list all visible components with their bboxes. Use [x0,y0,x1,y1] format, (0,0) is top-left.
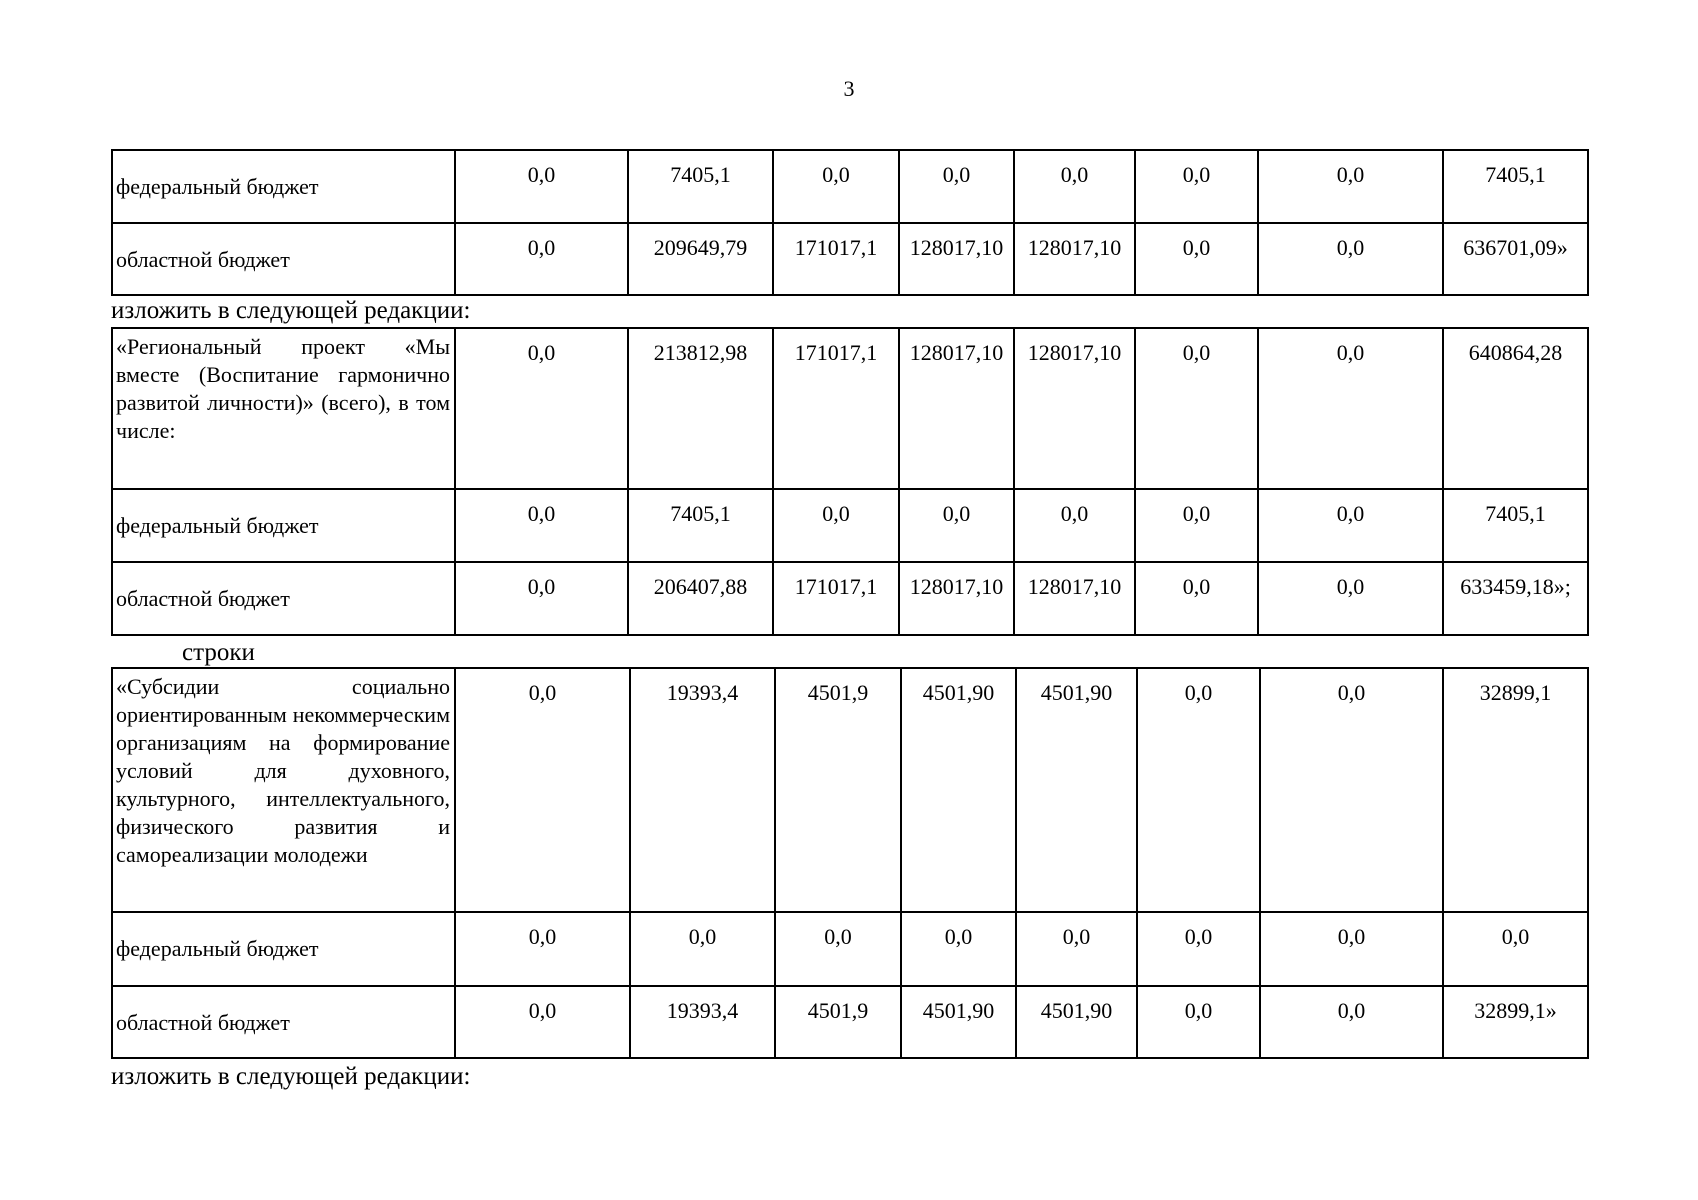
budget-table-old-regional [111,149,1589,296]
caption-new-edition-2: изложить в следующей редакции: [111,1063,471,1090]
cell-value: 0,0 [1260,986,1443,1058]
cell-value: 4501,90 [901,986,1016,1058]
budget-table-new-regional [111,327,1589,636]
row-label: «Региональный проект «Мы вместе (Воспитание гармонично развитой личности)» (всего), в том числе: [112,328,455,489]
cell-value: 32899,1» [1443,986,1588,1058]
cell-value: 0,0 [901,912,1016,986]
cell-value: 0,0 [1443,912,1588,986]
cell-value: 7405,1 [628,489,773,562]
cell-value: 206407,88 [628,562,773,635]
page-number: 3 [843,76,855,101]
table-row [112,489,1588,562]
cell-value: 0,0 [1258,328,1443,489]
cell-value: 0,0 [899,150,1014,223]
row-label: «Субсидии социально ориентированным некоммерческим организациям на формирование условий для духовного, культурного, интеллектуального, физического развития и самореализации молодежи [112,668,455,912]
cell-value: 213812,98 [628,328,773,489]
cell-value: 640864,28 [1443,328,1588,489]
cell-value: 0,0 [1137,986,1260,1058]
cell-value: 0,0 [455,986,630,1058]
table-row [112,223,1588,295]
cell-value: 0,0 [1258,562,1443,635]
cell-value: 171017,1 [773,328,899,489]
cell-value: 0,0 [1016,912,1137,986]
cell-value: 0,0 [1258,150,1443,223]
cell-value: 7405,1 [1443,489,1588,562]
cell-value: 0,0 [1014,150,1135,223]
cell-value: 0,0 [455,562,628,635]
row-label: областной бюджет [112,562,455,635]
cell-value: 0,0 [1137,912,1260,986]
table-row [112,986,1588,1058]
cell-value: 0,0 [773,150,899,223]
cell-value: 32899,1 [1443,668,1588,912]
cell-value: 128017,10 [899,328,1014,489]
cell-value: 0,0 [1258,489,1443,562]
cell-value: 128017,10 [1014,328,1135,489]
cell-value: 4501,90 [1016,668,1137,912]
caption-new-edition: изложить в следующей редакции: [111,297,471,324]
cell-value: 0,0 [773,489,899,562]
cell-value: 0,0 [1135,223,1258,295]
cell-value: 4501,90 [901,668,1016,912]
cell-value: 0,0 [1260,668,1443,912]
cell-value: 0,0 [1260,912,1443,986]
cell-value: 128017,10 [1014,223,1135,295]
cell-value: 4501,90 [1016,986,1137,1058]
table-row [112,150,1588,223]
cell-value: 0,0 [1258,223,1443,295]
cell-value: 0,0 [455,912,630,986]
table-row [112,328,1588,489]
table-row [112,562,1588,635]
cell-value: 0,0 [775,912,901,986]
cell-value: 19393,4 [630,986,775,1058]
cell-value: 0,0 [1137,668,1260,912]
cell-value: 0,0 [455,328,628,489]
cell-value: 171017,1 [773,223,899,295]
cell-value: 0,0 [1135,150,1258,223]
table-row [112,668,1588,912]
cell-value: 633459,18»; [1443,562,1588,635]
cell-value: 19393,4 [630,668,775,912]
cell-value: 0,0 [455,489,628,562]
cell-value: 4501,9 [775,668,901,912]
cell-value: 0,0 [455,668,630,912]
cell-value: 0,0 [1135,562,1258,635]
row-label: областной бюджет [112,986,455,1058]
cell-value: 209649,79 [628,223,773,295]
cell-value: 171017,1 [773,562,899,635]
cell-value: 0,0 [630,912,775,986]
cell-value: 128017,10 [899,562,1014,635]
cell-value: 4501,9 [775,986,901,1058]
table-row [112,912,1588,986]
cell-value: 0,0 [1014,489,1135,562]
cell-value: 0,0 [455,150,628,223]
cell-value: 0,0 [899,489,1014,562]
row-label: федеральный бюджет [112,489,455,562]
cell-value: 7405,1 [1443,150,1588,223]
cell-value: 636701,09» [1443,223,1588,295]
budget-table-old-subsidies [111,667,1589,1059]
row-label: федеральный бюджет [112,150,455,223]
cell-value: 0,0 [1135,489,1258,562]
cell-value: 0,0 [455,223,628,295]
cell-value: 128017,10 [1014,562,1135,635]
cell-value: 128017,10 [899,223,1014,295]
cell-value: 0,0 [1135,328,1258,489]
cell-value: 7405,1 [628,150,773,223]
row-label: областной бюджет [112,223,455,295]
caption-lines: строки [182,639,255,666]
row-label: федеральный бюджет [112,912,455,986]
